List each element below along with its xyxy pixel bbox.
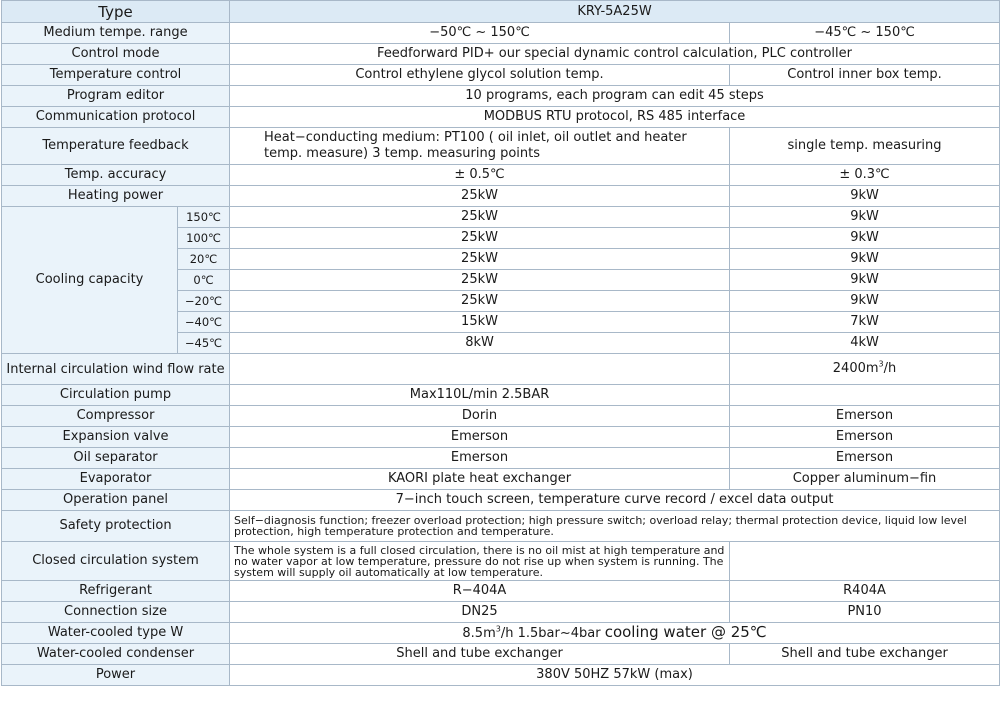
cell-value: Feedforward PID+ our special dynamic control calculation, PLC controller	[230, 44, 1000, 65]
row-label: Evaporator	[2, 469, 230, 490]
wind-flow-value: 2400m	[832, 361, 879, 376]
table-row	[2, 23, 1000, 44]
cell-value: 7kW	[730, 312, 1000, 333]
table-row	[2, 490, 1000, 511]
cooling-water-text: cooling water @ 25℃	[604, 623, 767, 641]
row-label: Temp. accuracy	[2, 165, 230, 186]
cell-value: Emerson	[230, 427, 730, 448]
cell-value: Emerson	[730, 406, 1000, 427]
row-label: Oil separator	[2, 448, 230, 469]
cell-value: Emerson	[730, 448, 1000, 469]
cell-value: ± 0.5℃	[230, 165, 730, 186]
row-label: Connection size	[2, 602, 230, 623]
cooling-temp: 0℃	[178, 270, 230, 291]
cell-value: R−404A	[230, 581, 730, 602]
wind-flow-sup: 3	[878, 359, 884, 369]
table-row	[2, 354, 1000, 385]
cell-value	[230, 623, 1000, 644]
row-label: Program editor	[2, 86, 230, 107]
row-label: Communication protocol	[2, 107, 230, 128]
cell-value: Dorin	[230, 406, 730, 427]
cell-value: Max110L/min 2.5BAR	[230, 385, 730, 406]
cell-value: PN10	[730, 602, 1000, 623]
water-flow-value: 8.5m	[462, 626, 496, 641]
cell-value	[230, 354, 730, 385]
cell-value: 7−inch touch screen, temperature curve record / excel data output	[230, 490, 1000, 511]
table-row	[2, 542, 1000, 581]
cell-value: 25kW	[230, 207, 730, 228]
table-row	[2, 511, 1000, 542]
row-label: Circulation pump	[2, 385, 230, 406]
cell-value: Self−diagnosis function; freezer overload protection; high pressure switch; overload relay; thermal protection device, liquid low level protection, high temperature protection and temperature.	[230, 511, 1000, 542]
row-label: Water-cooled condenser	[2, 644, 230, 665]
cell-value: DN25	[230, 602, 730, 623]
cell-value	[730, 542, 1000, 581]
cooling-temp: 150℃	[178, 207, 230, 228]
cell-value: Copper aluminum−fin	[730, 469, 1000, 490]
cell-value	[730, 385, 1000, 406]
cell-value: 10 programs, each program can edit 45 steps	[230, 86, 1000, 107]
type-label: Type	[2, 1, 230, 23]
cell-value: 9kW	[730, 270, 1000, 291]
water-flow-sup: 3	[495, 624, 501, 634]
table-row	[2, 665, 1000, 686]
cooling-temp: 20℃	[178, 249, 230, 270]
cell-value: Heat−conducting medium: PT100 ( oil inlet, oil outlet and heater temp. measure) 3 temp. measuring points	[230, 128, 730, 165]
cell-value: single temp. measuring	[730, 128, 1000, 165]
water-pressure: 1.5bar~4bar	[513, 626, 601, 641]
cell-value: 4kW	[730, 333, 1000, 354]
row-label: Medium tempe. range	[2, 23, 230, 44]
cell-value: ± 0.3℃	[730, 165, 1000, 186]
cooling-temp: −40℃	[178, 312, 230, 333]
table-row	[2, 44, 1000, 65]
table-row	[2, 469, 1000, 490]
cooling-row	[2, 207, 1000, 228]
cell-value	[730, 354, 1000, 385]
cell-value: 9kW	[730, 207, 1000, 228]
row-label: Operation panel	[2, 490, 230, 511]
cell-value: Shell and tube exchanger	[730, 644, 1000, 665]
water-flow-unit: /h	[500, 626, 514, 641]
table-row	[2, 448, 1000, 469]
cell-value: 9kW	[730, 291, 1000, 312]
table-row	[2, 406, 1000, 427]
row-label: Power	[2, 665, 230, 686]
cell-value: Shell and tube exchanger	[230, 644, 730, 665]
cell-value: Emerson	[730, 427, 1000, 448]
cell-value: −50℃ ~ 150℃	[230, 23, 730, 44]
cell-value: Control ethylene glycol solution temp.	[230, 65, 730, 86]
cell-value: 25kW	[230, 270, 730, 291]
cell-value: −45℃ ~ 150℃	[730, 23, 1000, 44]
cell-value: 25kW	[230, 186, 730, 207]
cell-value: 380V 50HZ 57kW (max)	[230, 665, 1000, 686]
table-row	[2, 65, 1000, 86]
table-row	[2, 427, 1000, 448]
cell-value: 9kW	[730, 228, 1000, 249]
cell-value: MODBUS RTU protocol, RS 485 interface	[230, 107, 1000, 128]
row-label: Heating power	[2, 186, 230, 207]
cell-value: 25kW	[230, 291, 730, 312]
header-row	[2, 1, 1000, 23]
table-row	[2, 602, 1000, 623]
row-label: Closed circulation system	[2, 542, 230, 581]
table-row	[2, 165, 1000, 186]
cell-value: 9kW	[730, 186, 1000, 207]
spec-table	[1, 0, 1000, 686]
row-label: Temperature feedback	[2, 128, 230, 165]
table-row	[2, 644, 1000, 665]
cell-value: 9kW	[730, 249, 1000, 270]
row-label: Temperature control	[2, 65, 230, 86]
table-row	[2, 581, 1000, 602]
table-row	[2, 107, 1000, 128]
cooling-label: Cooling capacity	[2, 207, 178, 354]
table-row	[2, 128, 1000, 165]
table-row	[2, 186, 1000, 207]
table-row	[2, 86, 1000, 107]
cell-value: Emerson	[230, 448, 730, 469]
row-label: Refrigerant	[2, 581, 230, 602]
row-label: Compressor	[2, 406, 230, 427]
table-row	[2, 623, 1000, 644]
cell-value: 15kW	[230, 312, 730, 333]
cell-value: Control inner box temp.	[730, 65, 1000, 86]
row-label: Control mode	[2, 44, 230, 65]
cell-value: R404A	[730, 581, 1000, 602]
cell-value: The whole system is a full closed circulation, there is no oil mist at high temperature and no water vapor at low temperature, pressure do not rise up when system is running. The system will supply oil automatically at low temperature.	[230, 542, 730, 581]
row-label: Expansion valve	[2, 427, 230, 448]
cell-value: 25kW	[230, 249, 730, 270]
cooling-temp: −20℃	[178, 291, 230, 312]
wind-flow-unit: /h	[883, 361, 897, 376]
row-label: Internal circulation wind flow rate	[2, 354, 230, 385]
cooling-temp: −45℃	[178, 333, 230, 354]
cell-value: 25kW	[230, 228, 730, 249]
cell-value: KAORI plate heat exchanger	[230, 469, 730, 490]
cooling-temp: 100℃	[178, 228, 230, 249]
cell-value: 8kW	[230, 333, 730, 354]
model-name: KRY-5A25W	[230, 1, 1000, 23]
row-label: Safety protection	[2, 511, 230, 542]
row-label: Water-cooled type W	[2, 623, 230, 644]
table-row	[2, 385, 1000, 406]
